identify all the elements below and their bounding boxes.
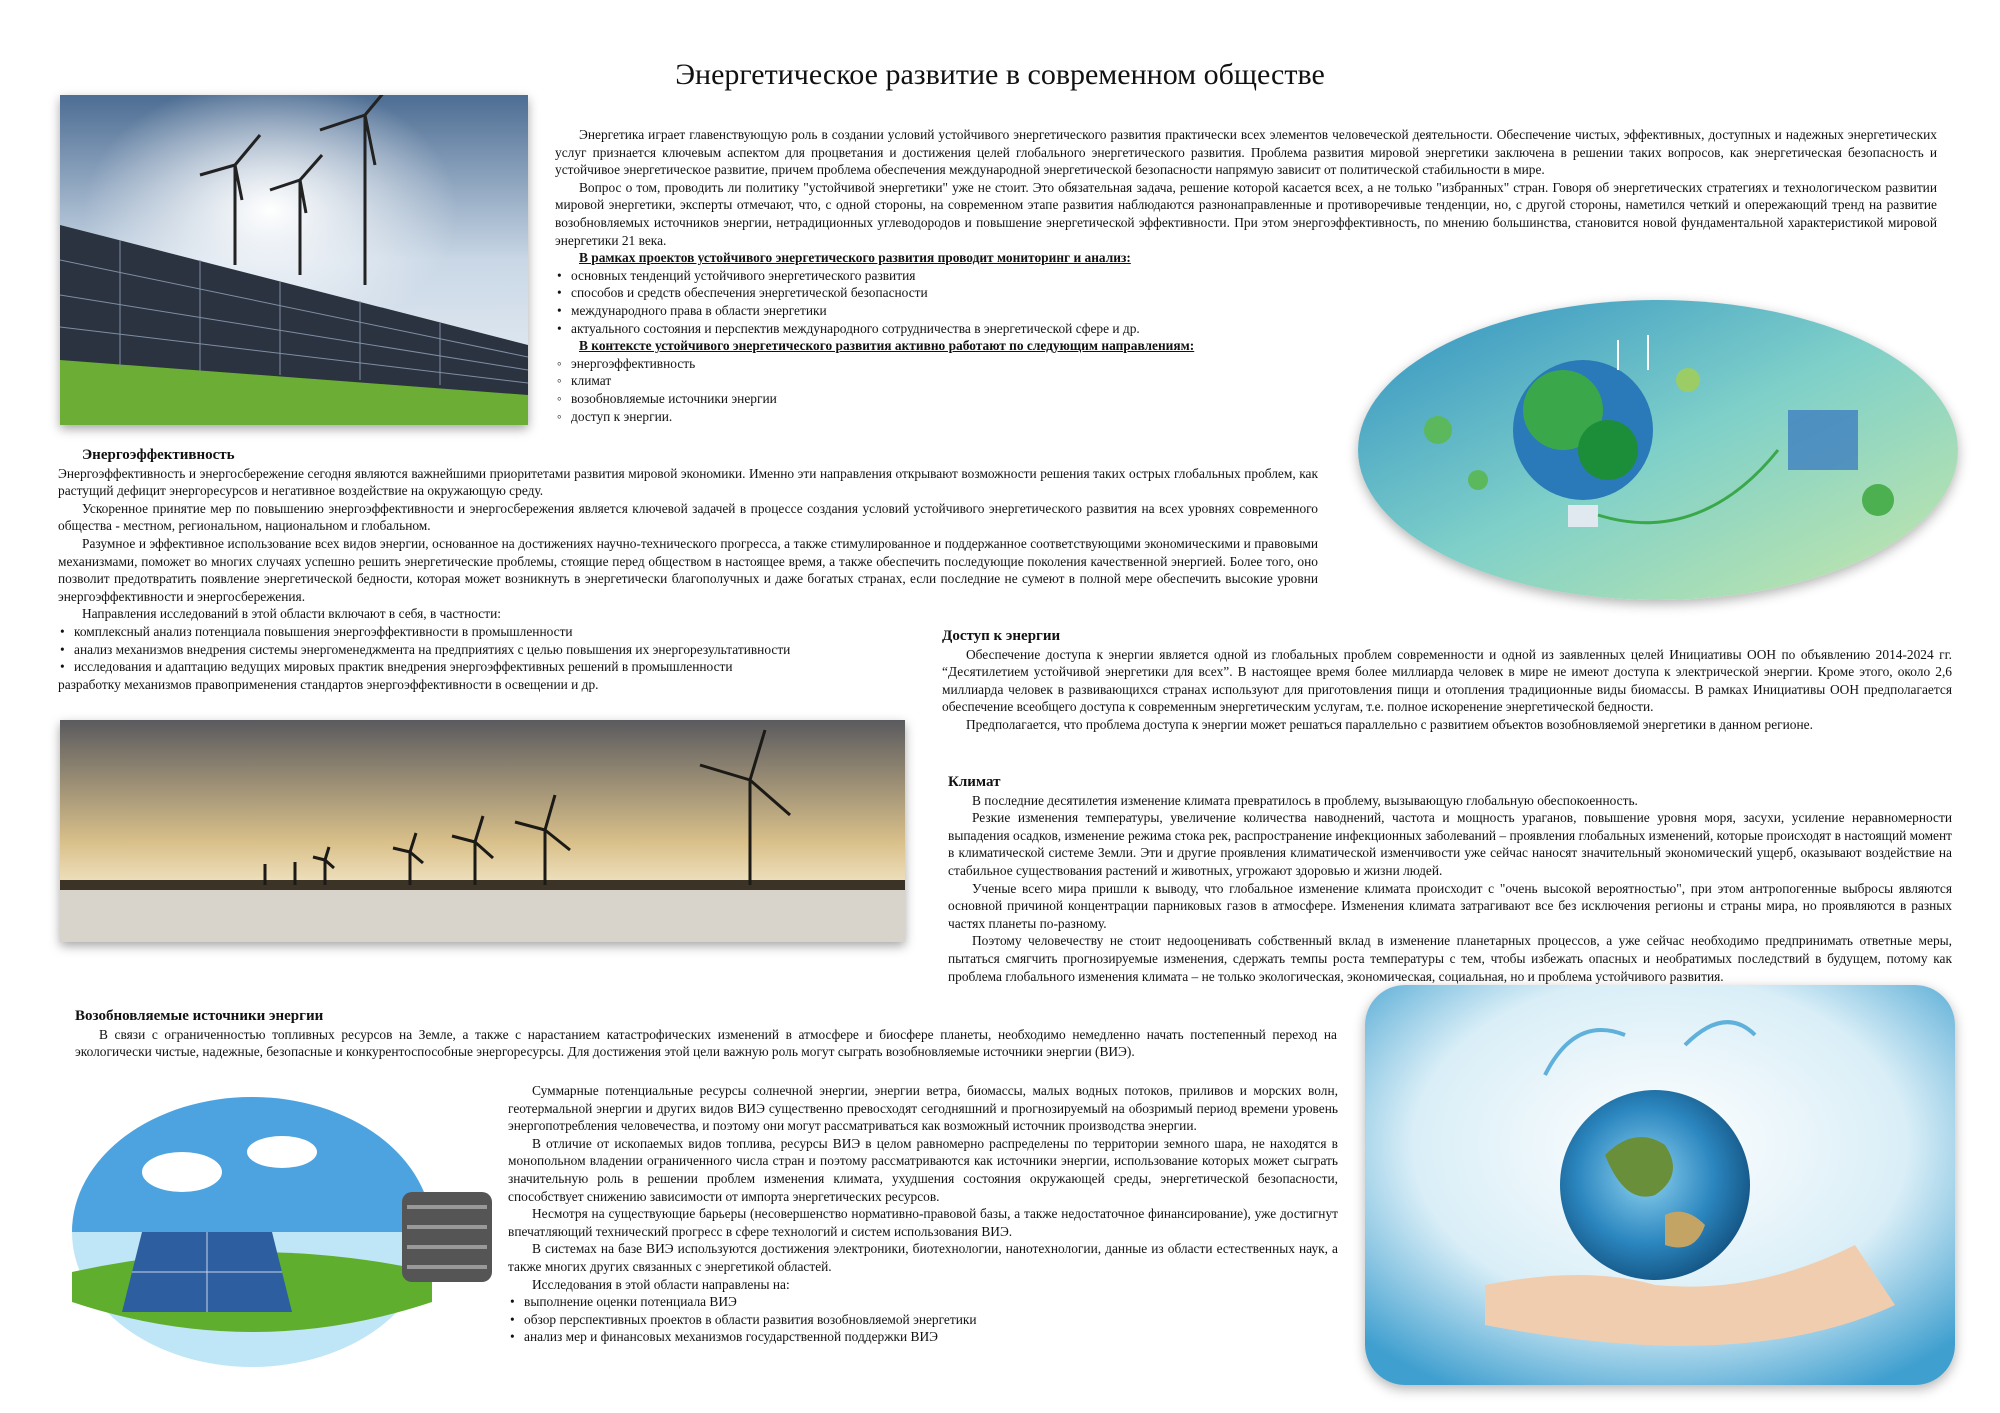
globe-hands-illustration [1365, 985, 1955, 1385]
list-item: • выполнение оценки потенциала ВИЭ [508, 1293, 1338, 1311]
intro-list1-heading: В рамках проектов устойчивого энергетического развития проводит мониторинг и анализ: [579, 250, 1131, 266]
access-heading: Доступ к энергии [942, 628, 1061, 644]
climate-paragraph-1: В последние десятилетия изменение климата превратилось в проблему, вызывающую глобальную обеспокоенность. [972, 792, 1638, 808]
wind-farm-illustration [60, 720, 905, 942]
efficiency-heading: Энергоэффективность [82, 447, 235, 463]
efficiency-paragraph-1: Энергоэффективность и энергосбережение сегодня являются важнейшими приоритетами развития мировой экономики. Именно эти направления открывают возможности решения таких острых глобальных проблем, как растущий дефицит энергоресурсов и негативное воздействие на окружающую среду. [58, 465, 1318, 499]
list-item: • международного права в области энергетики [555, 302, 1937, 320]
efficiency-paragraph-3: Разумное и эффективное использование всех видов энергии, основанное на достижениях научно-технического прогресса, а также стимулированное и поддержанное соответствующими экономическими и правовыми механизмами, поможет во многих случаях успешно решить энергетические проблемы, стоящие перед обществом в настоящее время, а также обеспечить последующие поколения качественной энергией. Более того, оно позволит предотвратить появление энергетической бедности, которая может возникнуть в энергетически благополучных и даже богатых странах, если последние не сумеют в полной мере обеспечить высокие уровни энергоэффективности и энергосбережения. [58, 535, 1318, 604]
access-section [942, 628, 1952, 734]
eco-globe-image [1358, 300, 1958, 600]
climate-paragraph-4: Поэтому человечеству не стоит недооценивать собственный вклад в изменение планетарных процессов, а уже сейчас необходимо предпринимать ответные меры, пытаться смягчить прогнозируемые изменения, сдержать темпы роста температуры с тем, чтобы избежать опасных и необратимых последствий в будущем, потому как проблема глобального изменения климата – не только экологическая, экономическая, социальная, но и проблема устойчивого развития. [948, 933, 1952, 984]
light-bulb-image [62, 1082, 504, 1374]
light-bulb-illustration [62, 1082, 504, 1374]
renewables-paragraph-1: В связи с ограниченностью топливных ресурсов на Земле, а также с нарастанием катастрофических изменений в атмосфере и биосфере планеты, необходимо немедленно начать постепенный переход на экологически чистые, надежные, безопасные и конкурентоспособные энергоресурсы. Для достижения этой цели важную роль могут сыграть возобновляемые источники энергии (ВИЭ). [75, 1026, 1337, 1060]
efficiency-tail: разработку механизмов правоприменения стандартов энергоэффективности в освещении и др. [58, 676, 599, 692]
climate-paragraph-2: Резкие изменения температуры, увеличение количества наводнений, частота и мощность ураганов, повышение уровня моря, засухи, усиление неравномерности выпадения осадков, изменение режима стока рек, распространение инфекционных заболеваний – проявления глобальных изменений, которые происходят в настоящий момент в климатической системе Земли. Эти и другие проявления климатической изменчивости уже сейчас наносят значительный экономический ущерб, оказывают воздействие на стабильное существования растений и животных, угрожают здоровью и жизни людей. [948, 810, 1952, 878]
list-item: ◦ энергоэффективность [555, 355, 1175, 373]
wind-farm-image [60, 720, 905, 942]
climate-heading: Климат [948, 774, 1001, 790]
access-paragraph-2: Предполагается, что проблема доступа к энергии может решаться параллельно с развитием объектов возобновляемой энергетики в данном регионе. [966, 716, 1813, 732]
renewables-paragraph-5: В системах на базе ВИЭ используются достижения электроники, биотехнологии, нанотехнологии, данные из области естественных наук, а также многих других связанных с энергетикой областей. [508, 1241, 1338, 1274]
list-item: ◦ климат [555, 372, 1175, 390]
list-item: • актуального состояния и перспектив международного сотрудничества в энергетической сфере и др. [555, 320, 1937, 338]
intro-list2 [555, 355, 1175, 425]
renewables-heading: Возобновляемые источники энергии [75, 1008, 324, 1024]
intro-paragraph-1: Энергетика играет главенствующую роль в создании условий устойчивого энергетического развития практически всех элементов человеческой деятельности. Обеспечение чистых, эффективных, доступных и надежных энергетических услуг признается ключевым аспектом для процветания и достижения целей глобального энергетического развития. Проблема развития мировой энергетики заключена в решении таких вопросов, как энергетическая безопасность и устойчивое энергетическое развитие, причем проблема обеспечения международной энергетической безопасности напрямую зависит от политической стабильности в мире. [555, 127, 1937, 178]
page-title: Энергетическое развитие в современном обществе [675, 58, 1325, 91]
list-item: ◦ возобновляемые источники энергии [555, 390, 1175, 408]
efficiency-paragraph-4: Направления исследований в этой области включают в себя, в частности: [82, 606, 501, 622]
globe-hands-image [1365, 985, 1955, 1385]
renewables-paragraph-2: Суммарные потенциальные ресурсы солнечной энергии, энергии ветра, биомассы, малых водных потоков, приливов и морских волн, геотермальной энергии и других видов ВИЭ существенно превосходят сегодняшний и прогнозируемый на обозримый период времени уровень энергопотребления человечества, и поэтому они могут рассматриваться как возможный источник производства энергии. [508, 1083, 1338, 1134]
list-item: ◦ доступ к энергии. [555, 408, 1175, 426]
list-item: • исследования и адаптацию ведущих мировых практик внедрения энергоэффективных решений в промышленности [58, 658, 1318, 676]
intro-paragraph-2: Вопрос о том, проводить ли политику "устойчивой энергетики" уже не стоит. Это обязательная задача, решение которой касается всех, а не только "избранных" стран. Говоря об энергетических стратегиях и технологическом развитии мировой энергетики, эксперты отмечают, что, с одной стороны, на современном этапе развития наблюдаются разнонаправленные и противоречивые тенденции, но, с другой стороны, наметился четкий и опережающий тренд на развитие возобновляемых источников энергии, нетрадиционных углеводородов и повышение энергетической эффективности. При этом энергоэффективность, по мнению большинства, становится новой фундаментальной характеристикой мировой энергетики 21 века. [555, 179, 1937, 248]
renewables-list [508, 1293, 1338, 1346]
efficiency-paragraph-2: Ускоренное принятие мер по повышению энергоэффективности и энергосбережения является ключевой задачей в процессе создания условий устойчивого энергетического развития на всех уровнях современного общества - местном, региональном, национальном и глобальном. [58, 500, 1318, 534]
climate-paragraph-3: Ученые всего мира пришли к выводу, что глобальное изменение климата происходит с "очень высокой вероятностью", при этом антропогенные выбросы являются основной причиной концентрации парниковых газов в атмосфере. Изменения климата затрагивают все без исключения регионы и страны мира, но проявляются в разных частях планеты по-разному. [948, 880, 1952, 931]
renewables-paragraph-6: Исследования в этой области направлены на: [532, 1276, 790, 1292]
access-paragraph-1: Обеспечение доступа к энергии является одной из глобальных проблем современности и одной из заявленных целей Инициативы ООН по объявлению 2014-2024 гг. “Десятилетием устойчивой энергетики для всех”. В настоящее время более миллиарда человек в мире не имеют доступа к электрической энергии. Кроме этого, около 2,6 миллиарда человек в развивающихся странах используют для приготовления пищи и отопления традиционные виды биомассы. В рамках Инициативы ООН предполагается обеспечение всеобщего доступа к современным энергетическим услугам, т.е. полное искоренение энергетической бедности. [942, 646, 1952, 715]
renewables-body [508, 1082, 1338, 1346]
eco-globe-illustration [1358, 300, 1958, 600]
list-item: • основных тенденций устойчивого энергетического развития [555, 267, 1937, 285]
solar-wind-illustration [60, 95, 528, 425]
list-item: • комплексный анализ потенциала повышения энергоэффективности в промышленности [58, 623, 1318, 641]
list-item: • анализ мер и финансовых механизмов государственной поддержки ВИЭ [508, 1328, 1338, 1346]
list-item: • анализ механизмов внедрения системы энергоменеджмента на предприятиях с целью повышения их энергорезультативности [58, 641, 1318, 659]
intro-list2-heading: В контексте устойчивого энергетического развития активно работают по следующим направлениям: [579, 338, 1195, 354]
list-item: • обзор перспективных проектов в области развития возобновляемой энергетики [508, 1311, 1338, 1329]
renewables-paragraph-4: Несмотря на существующие барьеры (несовершенство нормативно-правовой базы, а также недостаточное финансирование), уже достигнут впечатляющий технический прогресс в сфере технологий и систем использования ВИЭ. [508, 1206, 1338, 1239]
climate-section [948, 774, 1952, 985]
solar-wind-image [60, 95, 528, 425]
renewables-intro [75, 1008, 1337, 1061]
renewables-paragraph-3: В отличие от ископаемых видов топлива, ресурсы ВИЭ в целом равномерно распределены по территории земного шара, не находятся в монопольном владении ограниченного числа стран и поэтому рассматриваются как источники энергии, использование которых может сыграть значительную роль в решении проблем изменения климата, ухудшения состояния окружающей среды, энергетической безопасности, способствует снижению зависимости от импорта энергетических ресурсов. [508, 1135, 1338, 1204]
list-item: • способов и средств обеспечения энергетической безопасности [555, 284, 1937, 302]
